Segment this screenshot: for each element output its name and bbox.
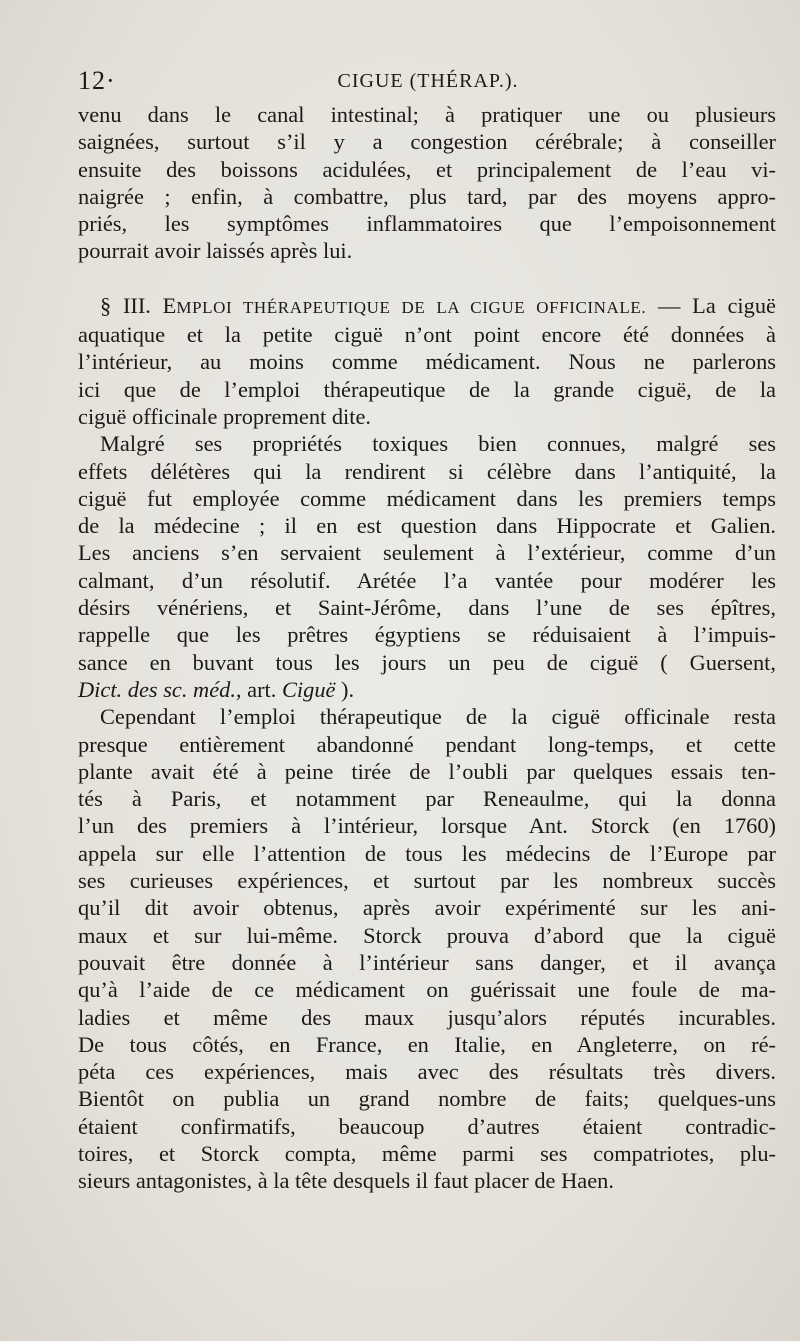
section-heading: [163, 293, 647, 318]
text-line: ensuite des boissons acidulées, et principalement de l’eau vi-: [78, 156, 776, 182]
text-line: calmant, d’un résolutif. Arétée l’a vantée pour modérer les: [78, 567, 776, 593]
citation-end: ).: [335, 676, 355, 702]
text-line: ses curieuses expériences, et surtout par les nombreux succès: [78, 868, 776, 894]
text-line: venu dans le canal intestinal; à pratiquer une ou plusieurs: [78, 102, 776, 127]
text-line: qu’il dit avoir obtenus, après avoir expérimenté sur les ani-: [78, 895, 776, 921]
text-line: De tous côtés, en France, en Italie, en Angleterre, on ré-: [78, 1031, 776, 1057]
text-line: Les anciens s’en servaient seulement à l’extérieur, comme d’un: [78, 540, 776, 566]
text-line: tés à Paris, et notamment par Reneaulme, qui la donna: [78, 786, 776, 812]
citation-title: Dict. des sc. méd.,: [78, 676, 242, 702]
paragraph-4: [78, 703, 776, 1194]
text-line: péta ces expériences, mais avec des résultats très divers.: [78, 1059, 776, 1085]
section-mark: § III.: [100, 292, 151, 318]
citation-line: [78, 676, 776, 703]
body-text: [78, 101, 776, 1195]
text-line: de la médecine ; il en est question dans Hippocrate et Galien.: [78, 513, 776, 539]
text-line: Cependant l’emploi thérapeutique de la ciguë officinale resta: [100, 704, 776, 730]
text-line: ciguë officinale proprement dite.: [78, 403, 372, 429]
section-spacer: [78, 265, 776, 292]
text-line: naigrée ; enfin, à combattre, plus tard, par des moyens appro-: [78, 183, 776, 209]
text-line: pouvait être donnée à l’intérieur sans danger, et il avança: [78, 949, 776, 975]
page-header: [78, 66, 778, 100]
text-line: désirs vénériens, et Saint-Jérôme, dans l’une de ses épîtres,: [78, 595, 776, 621]
text-line: ladies et même des maux jusqu’alors réputés incurables.: [78, 1004, 776, 1030]
text-line: l’un des premiers à l’intérieur, lorsque Ant. Storck (en 1760): [78, 813, 776, 839]
text-line: appela sur elle l’attention de tous les médecins de l’Europe par: [78, 840, 776, 866]
text-line: toires, et Storck compta, même parmi ses compatriotes, plu-: [78, 1140, 776, 1166]
citation-art: art.: [241, 676, 282, 702]
section-paragraph: [78, 292, 776, 430]
text-line: maux et sur lui-même. Storck prouva d’abord que la ciguë: [78, 922, 776, 948]
text-line: Bientôt on publia un grand nombre de faits; quelques-uns: [78, 1086, 776, 1112]
text-line: presque entièrement abandonné pendant long-temps, et cette: [78, 731, 776, 757]
text-line: sance en buvant tous les jours un peu de ciguë ( Guersent,: [78, 649, 776, 675]
citation-entry: Ciguë: [281, 676, 336, 702]
text-line: rappelle que les prêtres égyptiens se réduisaient à l’impuis-: [78, 622, 776, 648]
section-heading-continuation: — La ciguë: [646, 292, 776, 318]
text-line: plante avait été à peine tirée de l’oubli par quelques essais ten-: [78, 758, 776, 784]
text-line: ici que de l’emploi thérapeutique de la grande ciguë, de la: [78, 376, 776, 402]
text-line: saignées, surtout s’il y a congestion cérébrale; à conseiller: [78, 129, 776, 155]
text-line: pourrait avoir laissés après lui.: [78, 238, 353, 264]
text-line: aquatique et la petite ciguë n’ont point encore été données à: [78, 322, 776, 348]
paragraph-3: [78, 430, 776, 703]
page-number: 12·: [78, 66, 116, 95]
text-line: priés, les symptômes inflammatoires que l’empoisonnement: [78, 211, 776, 237]
text-line: étaient confirmatifs, beaucoup d’autres étaient contradic-: [78, 1113, 776, 1139]
paragraph-1: [78, 101, 776, 265]
text-line: sieurs antagonistes, à la tête desquels il faut placer de Haen.: [78, 1168, 614, 1194]
text-line: qu’à l’aide de ce médicament on guérissait une foule de ma-: [78, 977, 776, 1003]
text-line: ciguë fut employée comme médicament dans les premiers temps: [78, 485, 776, 511]
text-line: l’intérieur, au moins comme médicament. Nous ne parlerons: [78, 349, 776, 375]
section-heading-rest: MPLOI THÉRAPEUTIQUE DE LA CIGUE OFFICINALE.: [176, 297, 647, 317]
section-heading-line: [78, 292, 776, 321]
text-line: Malgré ses propriétés toxiques bien connues, malgré ses: [100, 431, 776, 457]
running-title: CIGUE (THÉRAP.).: [337, 70, 519, 92]
section-heading-cap: E: [162, 292, 177, 318]
text-line: effets délétères qui la rendirent si célèbre dans l’antiquité, la: [78, 458, 776, 484]
